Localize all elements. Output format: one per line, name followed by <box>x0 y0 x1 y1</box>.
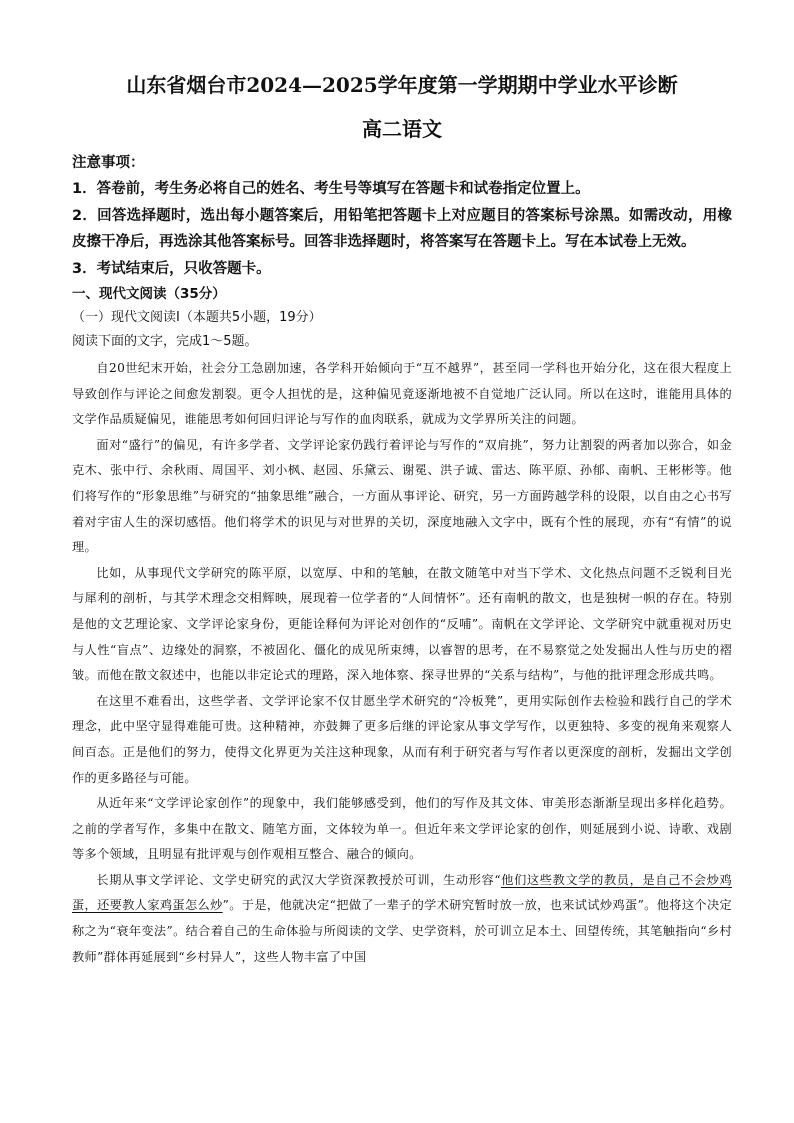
passage-paragraph-3: 比如，从事现代文学研究的陈平原，以宽厚、中和的笔触，在散文随笔中对当下学术、文化热点问题不乏锐利目光与犀利的剖析，与其学术理念交相辉映，展现着一位学者的“人间情怀”。还有南帆的散文，也是独树一帜的存在。特别是他的文艺理论家、文学评论家身份，更能诠释何为评论对创作的“反哺”。南帆在文学评论、文学研究中就重视对历史与人性“盲点”、边缘处的洞察，不被固化、僵化的成见所束缚，以睿智的思考，在不易察觉之处发掘出人性与历史的褶皱。而他在散文叙述中，也能以非定论式的理路，深入地体察、探寻世界的“关系与结构”，与他的批评理念形成共鸣。 <box>72 565 732 683</box>
paragraph-6-rest: ”。于是，他就决定“把做了一辈子的学术研究暂时放一放，也来试试炒鸡蛋”。他将这个决定称之为“衰年变法”。结合着自己的生命体验与所阅读的文学、史学资料，於可训立足本土、回望传统，其笔触指向“乡村教师”群体再延展到“乡村异人”，这些人物丰富了中国 <box>72 898 732 964</box>
exam-subtitle: 高二语文 <box>362 117 442 141</box>
passage-paragraph-5: 从近年来“文学评论家创作”的现象中，我们能够感受到，他们的写作及其文体、审美形态渐渐呈现出多样化趋势。之前的学者写作，多集中在散文、随笔方面，文体较为单一。但近年来文学评论家的创作，则延展到小说、诗歌、戏剧等多个领域，且明显有批评观与创作观相互整合、融合的倾向。 <box>72 796 732 862</box>
notice-item-3: 3．考试结束后，只收答题卡。 <box>72 260 271 277</box>
notice-item-2: 2．回答选择题时，选出每小题答案后，用铅笔把答题卡上对应题目的答案标号涂黑。如需改动，用橡皮擦干净后，再选涂其他答案标号。回答非选择题时，将答案写在答题卡上。写在本试卷上无效。 <box>72 207 732 250</box>
paragraph-6-lead: 长期从事文学评论、文学史研究的武汉大学资深教授於可训，生动形容“ <box>96 872 501 887</box>
notice-item-1: 1．答卷前，考生务必将自己的姓名、考生号等填写在答题卡和试卷指定位置上。 <box>72 181 590 197</box>
passage-paragraph-4: 在这里不难看出，这些学者、文学评论家不仅甘愿坐学术研究的“冷板凳”，更用实际创作去检验和践行自己的学术理念，此中坚守显得难能可贵。这种精神，亦鼓舞了更多后继的评论家从事文学写作，以更独特、多变的视角来观察人间百态。正是他们的努力，使得文化界更为关注这种现象，从而有利于研究者与写作者以更深度的剖析，发掘出文学创作的更多路径与可能。 <box>72 693 732 785</box>
underlined-quote: 他们这些教文学的教员，是自己不会炒鸡蛋，还要教人家鸡蛋怎么炒 <box>72 872 732 913</box>
exam-title: 山东省烟台市2024—2025学年度第一学期期中学业水平诊断 <box>126 73 678 97</box>
sub-section-heading: （一）现代文阅读Ⅰ（本题共5小题，19分） <box>72 310 322 325</box>
passage-paragraph-6 <box>72 868 732 970</box>
passage-paragraph-2: 面对“盛行”的偏见，有许多学者、文学评论家仍践行着评论与写作的“双肩挑”，努力让割裂的两者加以弥合，如金克木、张中行、余秋雨、周国平、刘小枫、赵园、乐黛云、谢冕、洪子诚、雷达、陈平原、孙郁、南帆、王彬彬等。他们将写作的“形象思维”与研究的“抽象思维”融合，一方面从事评论、研究，另一方面跨越学科的设限，以自由之心书写着对宇宙人生的深切感悟。他们将学术的识见与对世界的关切，深度地融入文字中，既有个性的展现，亦有“有情”的说理。 <box>72 437 732 555</box>
passage-paragraph-1: 自20世纪末开始，社会分工急剧加速，各学科开始倾向于“互不越界”，甚至同一学科也开始分化，这在很大程度上导致创作与评论之间愈发割裂。更令人担忧的是，这种偏见竟逐渐地被不自觉地广泛认同。所以在这时，谁能用具体的文学作品质疑偏见，谁能思考如何回归评论与写作的血肉联系，就成为文学界所关注的问题。 <box>72 361 732 427</box>
reading-instruction: 阅读下面的文字，完成1～5题。 <box>72 334 258 349</box>
exam-page <box>72 68 732 970</box>
reading-passage <box>72 356 732 970</box>
notice-section <box>72 150 732 282</box>
notice-heading: 注意事项： <box>72 155 145 171</box>
section-heading: 一、现代文阅读（35分） <box>72 286 226 302</box>
